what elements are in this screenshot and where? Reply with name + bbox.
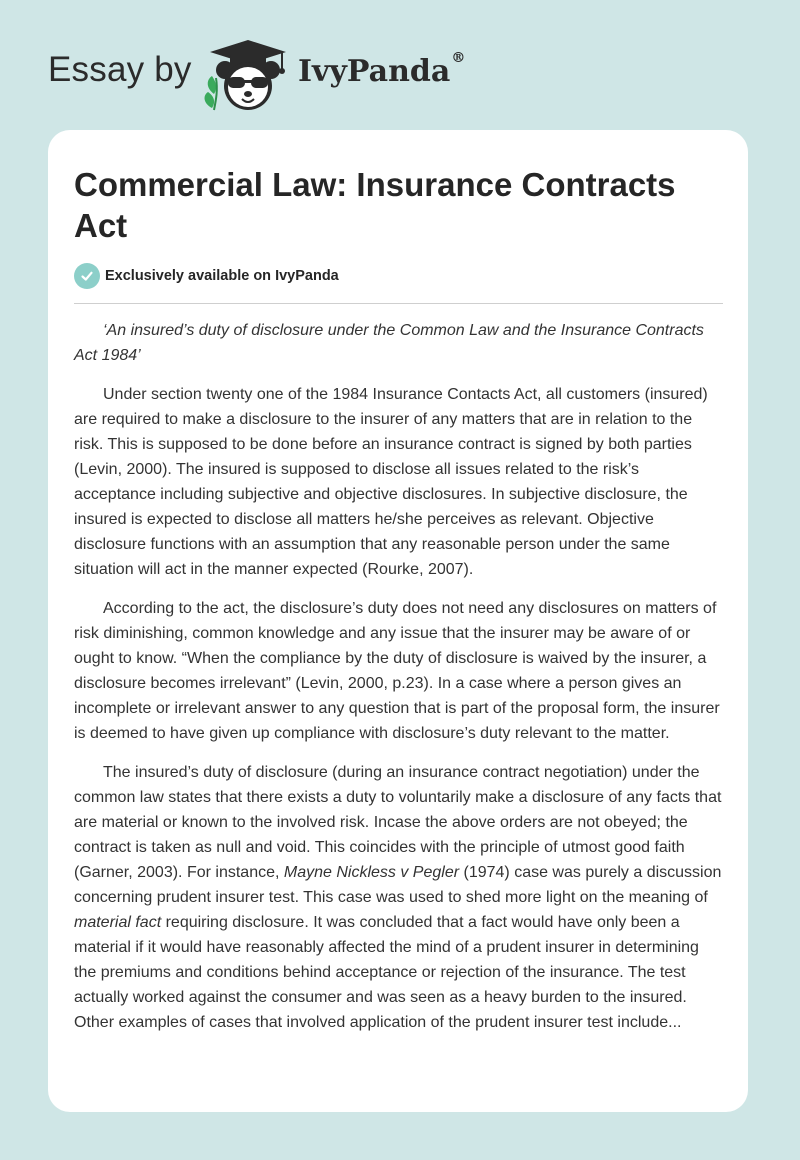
brand-header [48,36,488,112]
term-material-fact: material fact [74,914,162,931]
case-name: Mayne Nickless v Pegler [283,864,460,881]
brand-name: IvyPanda® [298,50,466,89]
essay-paragraph: Under section twenty one of the 1984 Insurance Contacts Act, all customers (insured) are required to make a disclosure to the insurer of any matters that are in relation to the risk. This is supposed to be done before an insurance contract is signed by both parties (Levin, 2000). The insured is supposed to disclose all issues related to the risk’s acceptance including subjective and objective disclosures. In subjective disclosure, the insured is expected to disclose all matters he/she perceives as relevant. Objective disclosure functions with an assumption that any reasonable person under the same situation will act in the manner expected (Rourke, 2007). [74,386,708,578]
essay-body [74,318,724,1049]
check-icon [74,263,100,289]
essay-by-label: Essay by [48,50,192,89]
divider [74,303,723,304]
essay-lead-paragraph: ‘An insured’s duty of disclosure under the Common Law and the Insurance Contracts Act 1984’ [74,322,704,364]
essay-title: Commercial Law: Insurance Contracts Act [74,166,676,244]
registered-mark: ® [451,50,466,66]
exclusive-label: Exclusively available on IvyPanda [105,268,339,284]
essay-paragraph: The insured’s duty of disclosure (during an insurance contract negotiation) under the common law states that there exists a duty to voluntarily make a disclosure of any facts that are material or known to the involved risk. Incase the above orders are not obeyed; the contract is taken as null and void. This coincides with the principle of utmost good faith (Garner, 2003). For instance, Mayne Nickless v Pegler (1974) case was purely a discussion concerning prudent insurer test. This case was used to shed more light on the meaning of material fact requiring disclosure. It was concluded that a fact would have only been a material if it would have reasonably affected the mind of a prudent insurer in determining the premiums and conditions behind acceptance or rejection of the insurance. The test actually worked against the consumer and was seen as a heavy burden to the insured. Other examples of cases that involved application of the prudent insurer test include... [74,764,722,1031]
ivypanda-logo-icon [202,36,294,112]
essay-card [48,130,748,1112]
exclusive-badge [74,263,339,289]
essay-paragraph: According to the act, the disclosure’s duty does not need any disclosures on matters of risk diminishing, common knowledge and any issue that the insurer may be aware of or ought to know. “When the compliance by the duty of disclosure is waived by the insurer, a disclosure becomes irrelevant” (Levin, 2000, p.23). In a case where a person gives an incomplete or irrelevant answer to any question that is part of the proposal form, the insurer is deemed to have given up compliance with disclosure’s duty relevant to the matter. [74,600,720,742]
